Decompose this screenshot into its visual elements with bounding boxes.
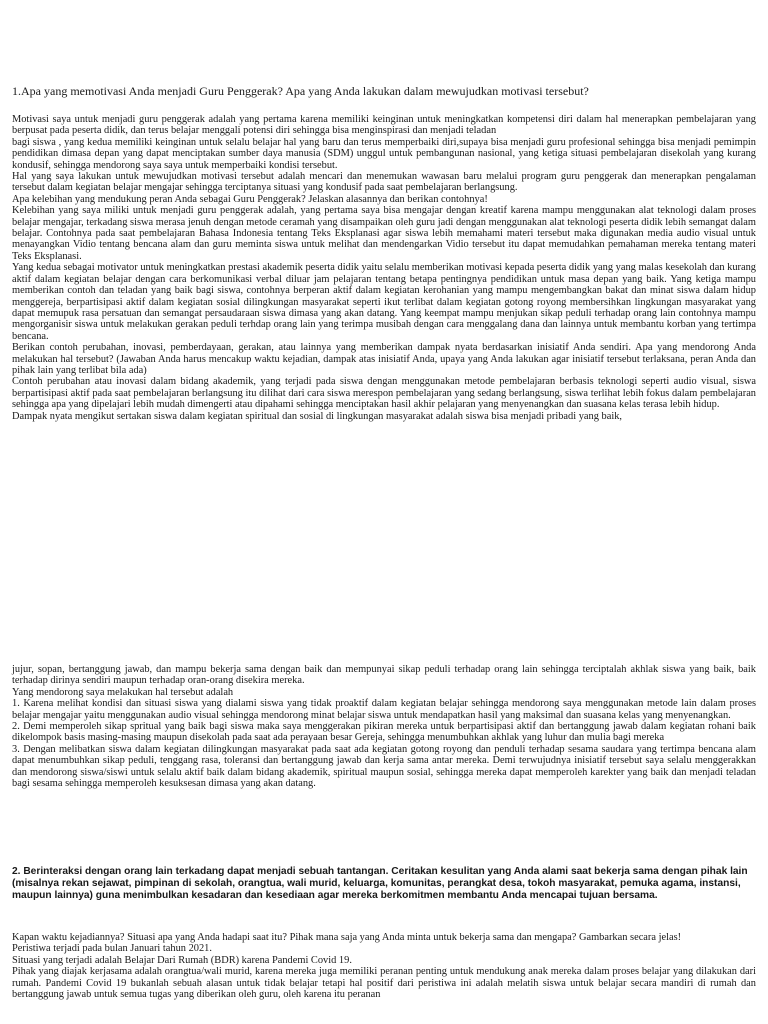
list-item: 2. Demi memperoleh sikap spritual yang baik bagi siswa maka saya menggerakan pikiran mereka untuk berpartisipasi aktif dan bertanggung jawab dalam kegiatan rohani baik dikelompok basis masing-masing maupun disekolah pada saat ada perayaan besar Gereja, sehingga menumbuhkan akhlak yang luhur dan mulia bagi mereka bbox=[12, 721, 756, 744]
paragraph: Dampak nyata mengikut sertakan siswa dalam kegiatan spiritual dan sosial di lingkungan masyarakat adalah siswa bisa menjadi pribadi yang baik, bbox=[12, 410, 622, 422]
sub-question: Apa kelebihan yang mendukung peran Anda sebagai Guru Penggerak? Jelaskan alasannya dan berikan contohnya! bbox=[12, 193, 488, 205]
paragraph: Hal yang saya lakukan untuk mewujudkan motivasi tersebut adalah mencari dan menemukan wawasan baru melalui program guru penggerak dan menerapkan pengalaman tersebut dalam kegiatan belajar mengajar sehingga terciptanya situasi yang kondusif pada saat pembelajaran berlangsung. bbox=[12, 171, 756, 194]
paragraph: Situasi yang terjadi adalah Belajar Dari Rumah (BDR) karena Pandemi Covid 19. bbox=[12, 954, 352, 966]
paragraph: Contoh perubahan atau inovasi dalam bidang akademik, yang terjadi pada siswa dengan menggunakan metode pembelajaran berbasis teknologi seperti audio visual, siswa berpartisipasi aktif pada saat pembelajaran berlangsung itu dilihat dari cara siswa merespon pembelajaran yang sedang berlangsung, siswa terlihat lebih fokus dalam pembelajaran sehingga apa yang dipelajari lebih mudah dimengerti atau dipahami sehingga menciptakan hasil akhir pelajaran yang menyenangkan dan suasana kelas terasa lebih hidup. bbox=[12, 376, 756, 411]
answer-block-2 bbox=[12, 664, 756, 789]
question-2-text: 2. Berinteraksi dengan orang lain terkadang dapat menjadi sebuah tantangan. Ceritakan kesulitan yang Anda alami saat bekerja sama dengan pihak lain (misalnya rekan sejawat, pimpinan di sekolah, orangtua, wali murid, keluarga, komunitas, perangkat desa, tokoh masyarakat, pemuka agama, instansi, maupun lainnya) guna menimbulkan kesadaran dan kesediaan agar mereka berkomitmen membantu Anda mencapai tujuan bersama. bbox=[12, 866, 748, 902]
paragraph: Pihak yang diajak kerjasama adalah orangtua/wali murid, karena mereka juga memiliki peranan penting untuk mendukung anak mereka dalam proses belajar yang dilakukan dari rumah. Pandemi Covid 19 bukanlah sebuah alasan untuk tidak belajar tetapi hal positif dari peristiwa ini adalah melatih siswa untuk belajar secara mandiri di rumah dan bertanggung jawab untuk semua tugas yang diberikan oleh guru, oleh karena itu peranan bbox=[12, 966, 756, 1001]
answer-block-3 bbox=[12, 932, 756, 1000]
answer-block-1 bbox=[12, 114, 756, 422]
paragraph: Kelebihan yang saya miliki untuk menjadi guru penggerak adalah, yang pertama saya bisa mengajar dengan kreatif karena mampu menggunakan alat teknologi dalam proses belajar mengajar, terkadang siswa merasa jenuh dengan metode ceramah yang disampaikan oleh guru jadi dengan menggunakan alat teknologi peserta didik lebih semangat dalam belajar. Contohnya pada saat pembelajaran Bahasa Indonesia tentang Teks Eksplanasi agar siswa lebih memahami materi tersebut maka digunakan media audio visual untuk menayangkan Vidio tentang bencana alam dan guru meminta siswa untuk melihat dan mendengarkan Vidio tersebut itu dapat memudahkan pemahaman mereka tentang materi Teks Eksplanasi. bbox=[12, 205, 756, 262]
paragraph: Yang kedua sebagai motivator untuk meningkatkan prestasi akademik peserta didik yaitu selalu memberikan motivasi kepada peserta didik yang yang malas kesekolah dan kurang aktif dalam kegiatan belajar dengan cara berkomunikasi verbal diluar jam pelajaran tentang betapa pentingnya pendidikan untuk masa depan yang baik. Yang ketiga mampu memberikan contoh dan teladan yang baik bagi siswa, contohnya berperan aktif dalam kegiatan kerohanian yang mampu mengembangkan bakat dan minat siswa dalam hidup menggereja, berpartisipasi aktif dalam kegiatan sosial dilingkungan masyarakat seperti ikut terlibat dalam kegiatan gotong royong membersihkan lingkungan masyarakat yang dapat memupuk rasa persatuan dan semangat persaudaraan siswa dimasa yang akan datang. Yang keempat mampu menjukan sikap peduli terhadap orang lain contohnya mampu mengorganisir siswa untuk melakukan gerakan peduli terhdap orang lain yang terimpa musibah dengan cara menggalang dana dan lainnya untuk membantu korban yang tertimpa bencana. bbox=[12, 262, 756, 342]
paragraph: jujur, sopan, bertanggung jawab, dan mampu bekerja sama dengan baik dan mempunyai sikap peduli terhadap orang lain sehingga terciptalah akhlak siswa yang baik, baik terhadap dirinya sendiri maupun terhadap oran-orang disekira mereka. bbox=[12, 664, 756, 687]
question-2-heading bbox=[12, 866, 756, 903]
paragraph: Peristiwa terjadi pada bulan Januari tahun 2021. bbox=[12, 943, 212, 955]
question-1-heading: 1.Apa yang memotivasi Anda menjadi Guru Penggerak? Apa yang Anda lakukan dalam mewujudkan motivasi tersebut? bbox=[12, 84, 589, 98]
paragraph: Yang mendorong saya melakukan hal tersebut adalah bbox=[12, 686, 234, 698]
list-item: 3. Dengan melibatkan siswa dalam kegiatan dilingkungan masyarakat pada saat ada kegiatan gotong royong dan penduli terhadap sesama saudara yang tertimpa bencana alam dapat menumbuhkan sikap peduli, tenggang rasa, toleransi dan bertanggung jawab dan kerja sama antar mereka. Demi terwujudnya inisiatif tersebut saya selalu menggerakkan dan mendorong siswa/siswi untuk selalu aktif baik dalam bidang akademik, spiritual maupun sosial, sehingga mereka dapat memperoleh karekter yang baik dan menjadi teladan bagi sesama sehingga memperoleh kesuksesan dimasa yang akan datang. bbox=[12, 743, 756, 790]
list-item: 1. Karena melihat kondisi dan situasi siswa yang dialami siswa yang tidak proaktif dalam kegiatan belajar sehingga mendorong saya menggunakan metode lain dalam proses belajar mengajar yaitu menggunakan audio visual sehingga mendorong minat belajar siswa untuk mendapatkan hasil yang maksimal dan suasana kelas yang menyenangkan. bbox=[12, 698, 756, 721]
paragraph: bagi siswa , yang kedua memiliki keinginan untuk selalu belajar hal yang baru dan terus memperbaiki diri,supaya bisa menjadi guru profesional sehingga bisa menjadi pemimpin pendidikan dimasa depan yang dapat menciptakan sumber daya manusia (SDM) unggul untuk pembangunan nasional, yang ketiga situasi pembelajaran disekolah yang kurang kondusif, sehingga mendorong saya saya untuk memperbaiki kondisi tersebut. bbox=[12, 136, 756, 171]
sub-question: Kapan waktu kejadiannya? Situasi apa yang Anda hadapi saat itu? Pihak mana saja yang Anda minta untuk bekerja sama dan mengapa? Gambarkan secara jelas! bbox=[12, 932, 682, 943]
sub-question: Berikan contoh perubahan, inovasi, pemberdayaan, gerakan, atau lainnya yang memberikan dampak nyata berdasarkan inisiatif Anda sendiri. Apa yang mendorong Anda melakukan hal tersebut? (Jawaban Anda harus mencakup waktu kejadian, dampak atas inisiatif Anda, upaya yang Anda lakukan agar inisiatif tersebut terlaksana, peran Anda dan pihak lain yang terlibat bila ada) bbox=[12, 342, 756, 376]
paragraph: Motivasi saya untuk menjadi guru penggerak adalah yang pertama karena memiliki keinginan untuk meningkatkan kompetensi diri dalam hal menerapkan pembelajaran yang berpusat pada peserta didik, dan terus belajar menggali potensi diri sehingga bisa menginspirasi dan menjadi teladan bbox=[12, 114, 756, 137]
